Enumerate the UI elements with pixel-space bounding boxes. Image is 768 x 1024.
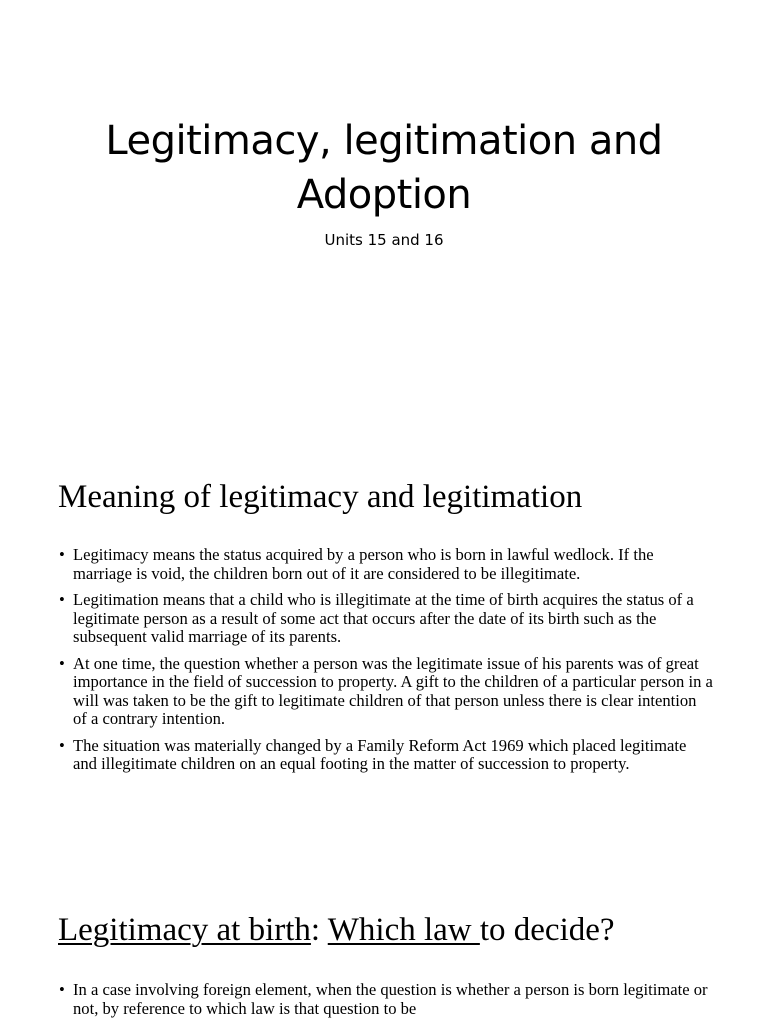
list-item-text: In a case involving foreign element, when the question is whether a person is born legitimate or not, by reference to which law is that question to be <box>73 980 708 1018</box>
bullet-icon: • <box>59 735 65 755</box>
list-item <box>58 737 714 774</box>
heading-plain-part: to decide? <box>479 912 615 948</box>
section-heading <box>58 910 615 950</box>
list-item <box>58 591 714 647</box>
list-item-text: The situation was materially changed by a Family Reform Act 1969 which placed legitimate and illegitimate children on an equal footing in the matter of succession to property. <box>73 735 687 773</box>
section-heading: Meaning of legitimacy and legitimation <box>58 479 583 515</box>
slide-subtitle: Units 15 and 16 <box>324 231 444 249</box>
bullet-list <box>58 981 714 1024</box>
heading-separator: : <box>310 912 328 948</box>
meaning-slide <box>0 432 768 864</box>
slide-title-line-1: Legitimacy, legitimation and <box>105 118 663 164</box>
list-item <box>58 981 714 1018</box>
slide-title-line-2: Adoption <box>296 172 472 218</box>
title-slide <box>0 0 768 432</box>
list-item-text: At one time, the question whether a person was the legitimate issue of his parents was of great importance in the field of succession to property. A gift to the children of a particular person in a will was taken to be the gift to legitimate children of that person unless there is clear intention of a contrary intention. <box>73 653 713 728</box>
bullet-icon: • <box>59 545 65 564</box>
slide-title <box>60 114 708 222</box>
bullet-icon: • <box>59 653 65 673</box>
list-item-text: Legitimacy means the status acquired by a person who is born in lawful wedlock. If the marriage is void, the children born out of it are considered to be illegitimate. <box>73 545 654 583</box>
legitimacy-at-birth-slide <box>0 864 768 1024</box>
list-item <box>58 655 714 729</box>
list-item <box>58 546 714 583</box>
heading-underlined-part: Which law <box>327 912 480 948</box>
bullet-icon: • <box>59 590 65 609</box>
bullet-icon: • <box>59 980 65 999</box>
bullet-list <box>58 546 714 782</box>
list-item-text: Legitimation means that a child who is illegitimate at the time of birth acquires the status of a legitimate person as a result of some act that occurs after the date of its birth such as the subsequent valid marriage of its parents. <box>73 590 694 646</box>
heading-underlined-part: Legitimacy at birth <box>58 912 311 948</box>
